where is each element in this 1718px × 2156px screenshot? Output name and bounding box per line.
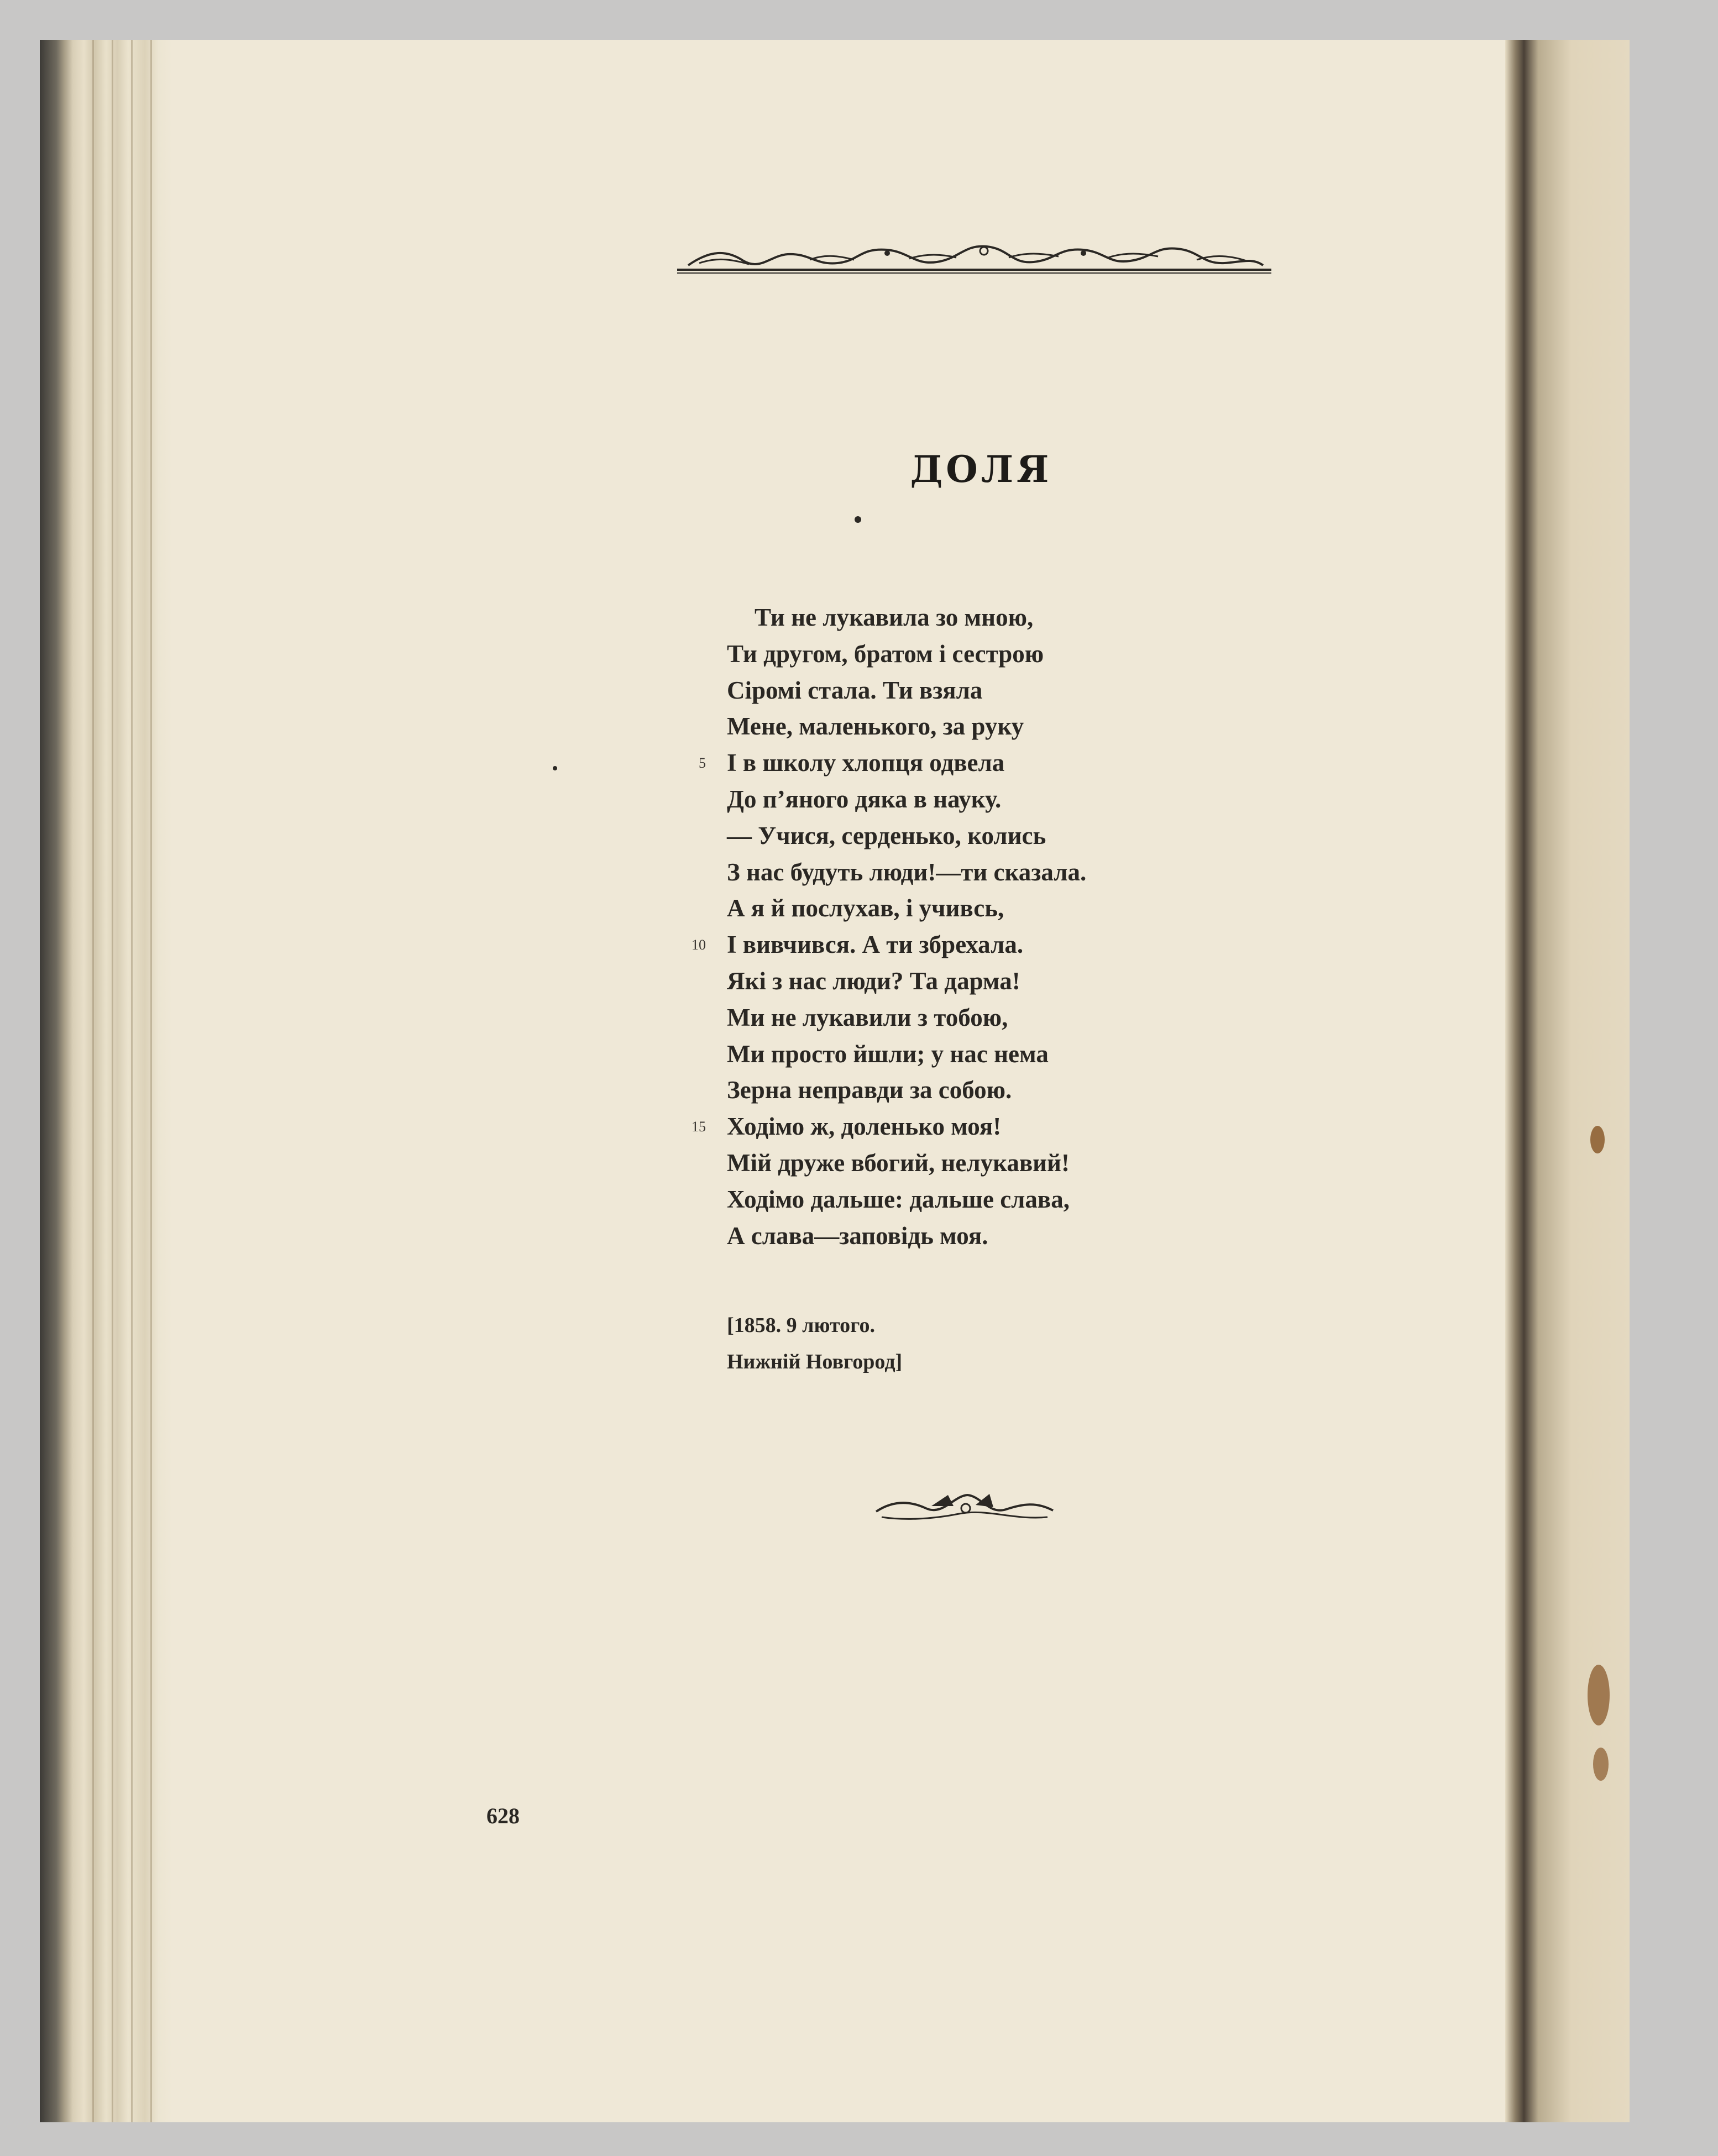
- poem-line: 15 Ходімо ж, доленько моя!: [727, 1109, 1224, 1145]
- poem-line: Ходімо дальше: дальше слава,: [727, 1185, 1070, 1213]
- date-place-note: [727, 1307, 902, 1380]
- poem-title: ДОЛЯ: [910, 448, 1052, 491]
- poem-line: Які з нас люди? Та дарма!: [727, 967, 1020, 995]
- poem-line: А я й послухав, і учивсь,: [727, 894, 1004, 922]
- page-stain: [1590, 1126, 1605, 1153]
- bottom-ornament-icon: [871, 1489, 1059, 1528]
- top-ornament-icon: [677, 239, 1271, 275]
- poem-line: Зерна неправди за собою.: [727, 1076, 1012, 1104]
- poem-line: А слава—заповідь моя.: [727, 1221, 988, 1250]
- poem-body: [692, 600, 1224, 1254]
- date-line: [1858. 9 лютого.: [727, 1314, 875, 1337]
- book-page-edges: [40, 40, 172, 2122]
- poem-line: Ти не лукавила зо мною,: [755, 604, 1034, 631]
- line-number: 5: [699, 755, 706, 772]
- poem-line: Ти другом, братом і сестрою: [727, 639, 1044, 668]
- poem-line: До п’яного дяка в науку.: [727, 785, 1002, 813]
- page-stain: [1593, 1748, 1609, 1781]
- poem-line: 10 І вивчився. А ти збрехала.: [727, 927, 1224, 963]
- line-number: 15: [692, 1119, 706, 1135]
- place-line: Нижній Новгород]: [727, 1350, 903, 1373]
- speck: [553, 766, 557, 770]
- line-number: 10: [692, 937, 706, 953]
- poem-line: Ми не лукавили з тобою,: [727, 1003, 1008, 1031]
- page-number: 628: [486, 1803, 520, 1828]
- title-dot: [855, 516, 861, 523]
- page-stain: [1588, 1665, 1610, 1725]
- poem-line: Мене, маленького, за руку: [727, 712, 1024, 741]
- facing-page-gutter: [1505, 40, 1630, 2122]
- poem-line: Ми просто йшли; у нас нема: [727, 1040, 1049, 1068]
- poem-line: Сіромі стала. Ти взяла: [727, 676, 983, 704]
- poem-line: 5 І в школу хлопця одвела: [727, 745, 1224, 781]
- poem-line: З нас будуть люди!—ти сказала.: [727, 858, 1087, 886]
- poem-line: — Учися, серденько, колись: [727, 821, 1046, 849]
- poem-line: Мій друже вбогий, нелукавий!: [727, 1148, 1070, 1177]
